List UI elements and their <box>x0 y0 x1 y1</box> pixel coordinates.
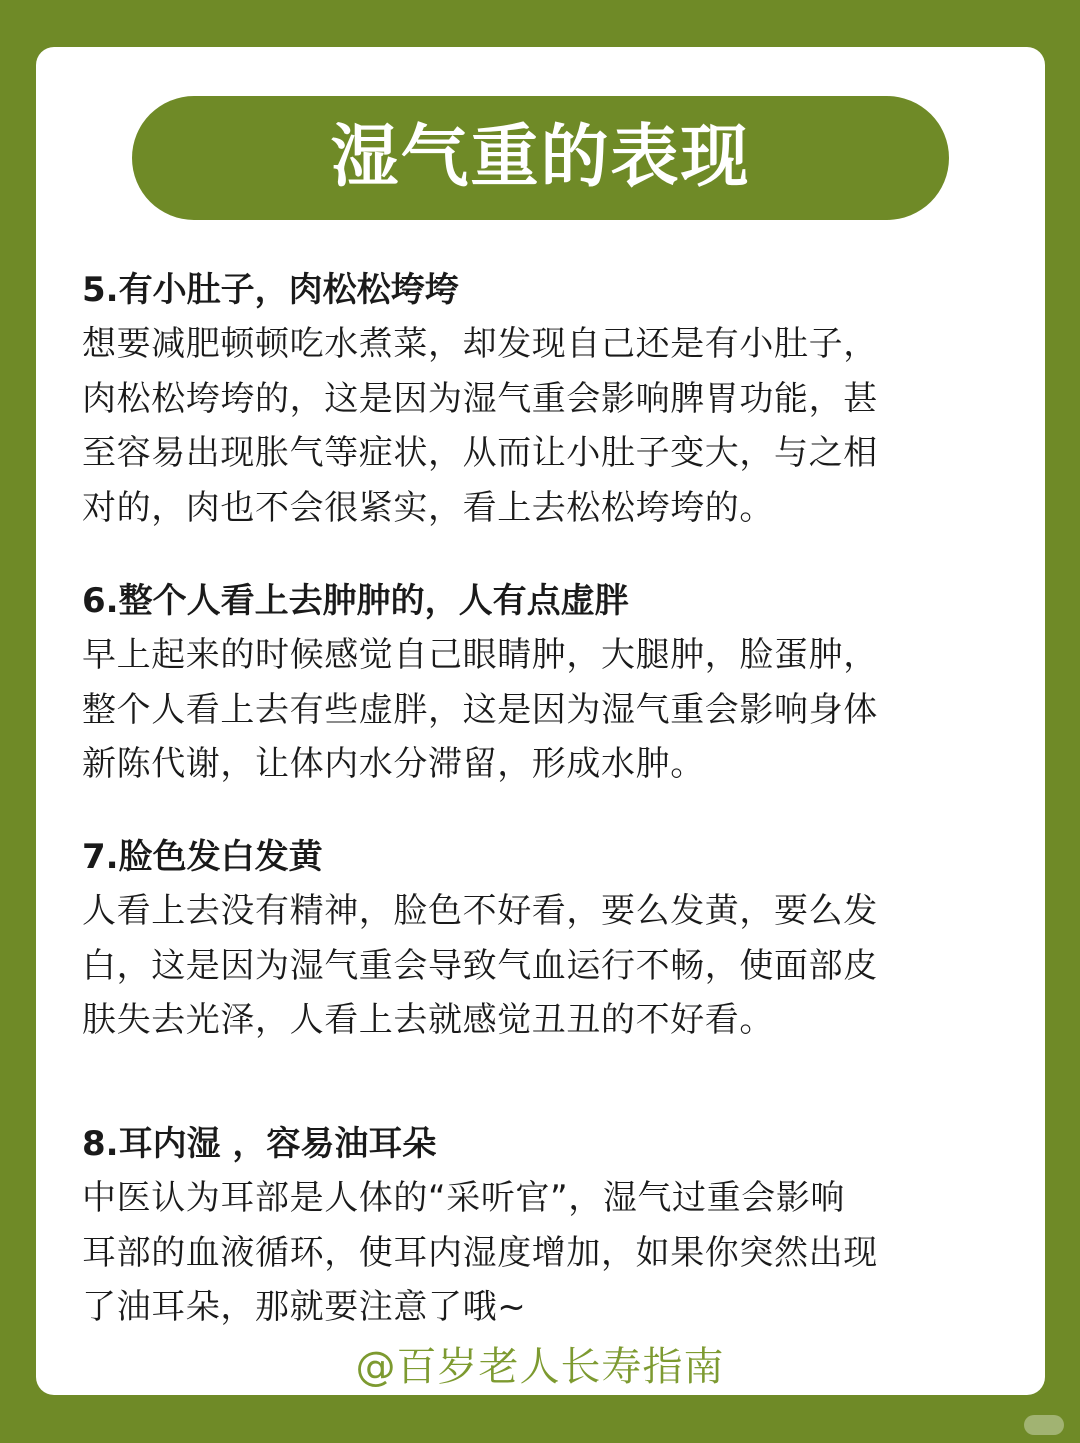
page-title: 湿气重的表现 <box>330 118 751 197</box>
section-heading: 5.有小肚子，肉松松垮垮 <box>82 270 459 310</box>
body-line: 早上起来的时候感觉自己眼睛肿，大腿肿，脸蛋肿， <box>82 635 878 675</box>
body-line: 新陈代谢，让体内水分滞留，形成水肿。 <box>82 744 705 784</box>
section-5 <box>82 263 982 535</box>
section-body <box>82 628 982 792</box>
section-8 <box>82 1117 982 1335</box>
body-line: 白，这是因为湿气重会导致气血运行不畅，使面部皮 <box>82 945 878 986</box>
body-line: 对的，肉也不会很紧实，看上去松松垮垮的。 <box>82 487 774 528</box>
body-line: 想要减肥顿顿吃水煮菜，却发现自己还是有小肚子， <box>82 324 878 364</box>
corner-badge <box>1024 1415 1064 1435</box>
section-6 <box>82 574 982 792</box>
body-line: 耳部的血液循环，使耳内湿度增加，如果你突然出现 <box>82 1232 878 1273</box>
section-body <box>82 317 982 535</box>
body-line: 整个人看上去有些虚胖，这是因为湿气重会影响身体 <box>82 689 878 730</box>
section-heading: 6.整个人看上去肿肿的，人有点虚胖 <box>82 581 629 621</box>
body-line: 了油耳朵，那就要注意了哦~ <box>82 1287 527 1327</box>
body-line: 肤失去光泽，人看上去就感觉丑丑的不好看。 <box>82 1000 774 1040</box>
section-body <box>82 884 982 1048</box>
body-line: 中医认为耳部是人体的“采听官”，湿气过重会影响 <box>82 1178 846 1218</box>
body-line: 肉松松垮垮的，这是因为湿气重会影响脾胃功能，甚 <box>82 378 878 419</box>
section-body <box>82 1171 982 1335</box>
section-heading: 7.脸色发白发黄 <box>82 837 323 877</box>
body-line: 人看上去没有精神，脸色不好看，要么发黄，要么发 <box>82 891 878 931</box>
author-watermark: @百岁老人长寿指南 <box>355 1344 725 1390</box>
body-line: 至容易出现胀气等症状，从而让小肚子变大，与之相 <box>82 433 878 473</box>
section-7 <box>82 830 982 1048</box>
section-heading: 8.耳内湿 ，容易油耳朵 <box>82 1124 437 1164</box>
title-banner <box>132 96 949 220</box>
